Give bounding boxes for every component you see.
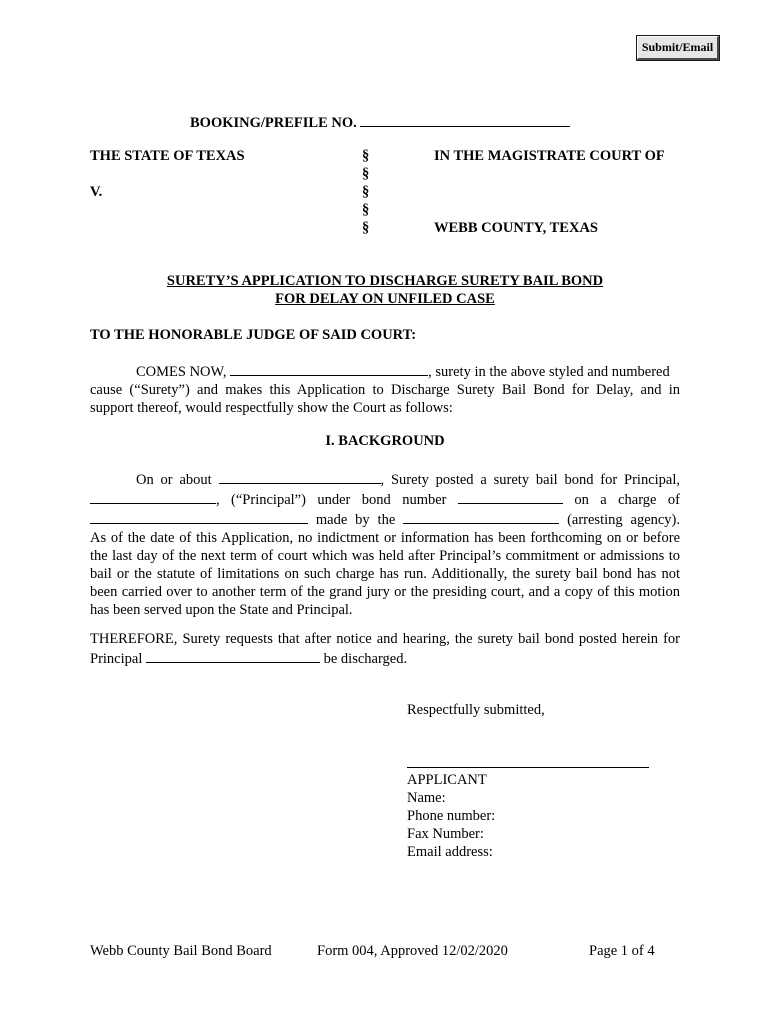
therefore-prefix: Principal <box>90 651 143 667</box>
section-symbol: § <box>362 202 370 218</box>
name-label: Name: <box>407 790 446 806</box>
footer-board-name: Webb County Bail Bond Board <box>90 943 272 959</box>
intro-prefix: COMES NOW, <box>136 364 227 380</box>
intro-paragraph <box>90 361 680 417</box>
background-paragraph <box>90 469 680 619</box>
background-line-3 <box>90 509 680 529</box>
bond-date-blank[interactable] <box>219 469 381 484</box>
booking-prefile-label: BOOKING/PREFILE NO. <box>190 115 357 131</box>
background-body: As of the date of this Application, no indictment or information has been forthcoming on or before the last day of the next term of court which was held after Principal’s commitment or admissions to bail or the statute of limitations on such charge has run. Additionally, the surety bail bond has not been carried over to another term of the grand jury or the presiding court, and a copy of this motion has been served upon the State and Principal. <box>90 530 680 618</box>
applicant-label: APPLICANT <box>407 772 487 788</box>
principal-name-blank[interactable] <box>90 489 216 504</box>
charge-blank[interactable] <box>90 509 308 524</box>
salutation: TO THE HONORABLE JUDGE OF SAID COURT: <box>90 327 417 343</box>
closing-text: Respectfully submitted, <box>407 702 545 718</box>
therefore-line-1: THEREFORE, Surety requests that after notice and hearing, the surety bail bond posted herein for <box>90 631 680 647</box>
arresting-agency-blank[interactable] <box>403 509 559 524</box>
background-heading: I. BACKGROUND <box>325 433 445 449</box>
intro-suffix: , surety in the above styled and numbered <box>428 364 670 380</box>
email-address-label: Email address: <box>407 844 493 860</box>
therefore-line-2 <box>90 648 680 668</box>
footer-form-number: Form 004, Approved 12/02/2020 <box>317 943 508 959</box>
background-l1-prefix: On or about <box>136 472 212 488</box>
document-title-line-2: FOR DELAY ON UNFILED CASE <box>275 291 495 307</box>
background-l3-suffix: (arresting agency). <box>567 512 681 528</box>
background-line-1 <box>90 469 680 489</box>
section-symbol: § <box>362 220 370 236</box>
booking-prefile-blank[interactable] <box>360 112 570 127</box>
background-l2-suffix: on a charge of <box>574 492 680 508</box>
magistrate-court-label: IN THE MAGISTRATE COURT OF <box>434 148 665 164</box>
therefore-suffix: be discharged. <box>323 651 408 667</box>
submit-email-button[interactable]: Submit/Email <box>637 36 719 60</box>
intro-line-2: cause (“Surety”) and makes this Application to Discharge Surety Bail Bond for Delay, and in <box>90 382 680 398</box>
background-l1-suffix: , Surety posted a surety bail bond for Principal, <box>380 472 681 488</box>
section-symbol: § <box>362 166 370 182</box>
fax-number-label: Fax Number: <box>407 826 484 842</box>
phone-number-label: Phone number: <box>407 808 496 824</box>
webb-county-label: WEBB COUNTY, TEXAS <box>434 220 598 236</box>
principal-discharge-blank[interactable] <box>146 648 320 663</box>
intro-line-1 <box>90 361 680 381</box>
footer-page-number: Page 1 of 4 <box>589 943 655 959</box>
signature-line[interactable] <box>407 767 649 768</box>
versus-label: V. <box>90 184 103 200</box>
background-l3-mid: made by the <box>315 512 396 528</box>
therefore-paragraph <box>90 630 680 668</box>
document-title-line-1: SURETY’S APPLICATION TO DISCHARGE SURETY BAIL BOND <box>166 273 604 289</box>
background-l2-mid: , (“Principal”) under bond number <box>216 492 447 508</box>
section-symbol: § <box>362 184 370 200</box>
section-symbol: § <box>362 148 370 164</box>
bond-number-blank[interactable] <box>458 489 563 504</box>
state-of-texas: THE STATE OF TEXAS <box>90 148 245 164</box>
intro-line-3: support thereof, would respectfully show the Court as follows: <box>90 400 453 416</box>
background-line-2 <box>90 489 680 509</box>
booking-prefile-line <box>190 112 570 132</box>
surety-name-blank[interactable] <box>230 361 428 376</box>
